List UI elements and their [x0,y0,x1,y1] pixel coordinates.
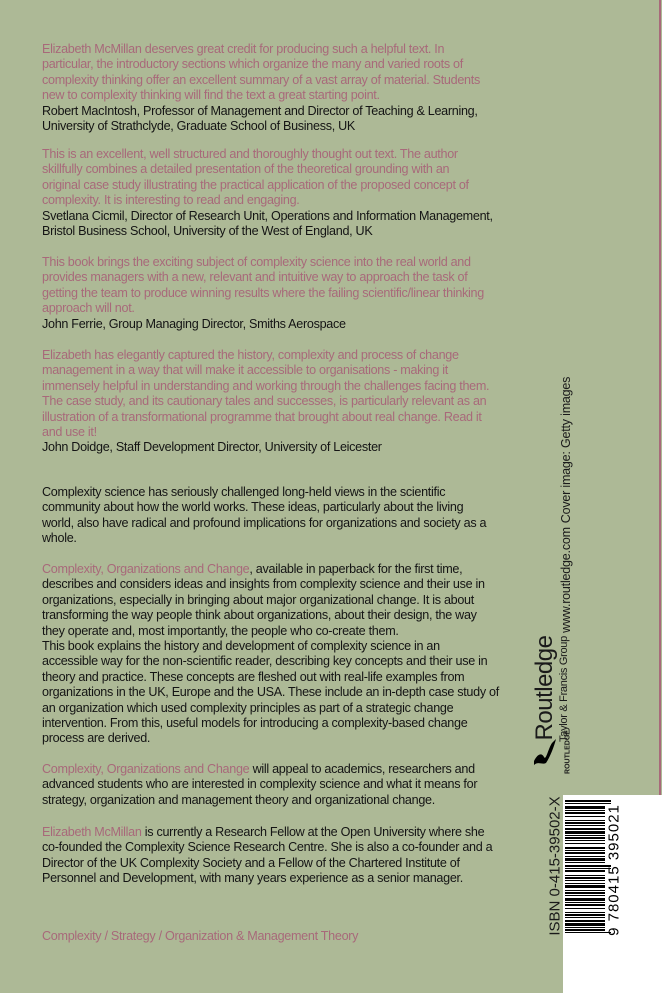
text-line [42,840,542,855]
text-line [42,440,542,455]
review-quote [42,42,542,134]
description-paragraph [42,762,542,808]
subject-categories: Complexity / Strategy / Organization & Management Theory [42,929,359,943]
body-text: , available in paperback for the first time, [249,562,463,576]
text-line [42,270,542,285]
barcode-bar [565,914,605,916]
review-quote [42,348,542,456]
barcode-bar [565,800,611,802]
cover-credit: Cover image: Getty images [559,376,573,524]
highlighted-text: Elizabeth McMillan deserves great credit for producing such a helpful text. In [42,42,445,56]
text-line [42,701,542,716]
text-line [42,793,542,808]
logo-text: ROUTLEDGE [564,730,572,774]
highlighted-text: The case study, and its cautionary tales and successes, is particularly relevant as an [42,394,487,409]
highlighted-text: particular, the introductory sections which organize the many and varied roots of [42,57,463,72]
text-line [42,577,542,592]
text-line [42,119,542,134]
barcode-bar [565,912,605,913]
barcode-bar [565,852,605,854]
barcode-bar [565,875,605,876]
text-line [42,608,542,623]
barcode-bar [565,932,611,933]
barcode-bar [565,828,605,830]
text-line [42,762,542,777]
body-text: John Ferrie, Group Managing Director, Smiths Aerospace [42,316,346,331]
barcode-bar [565,803,611,804]
text-line [42,317,542,332]
body-text: Bristol Business School, University of the West of England, UK [42,223,373,238]
barcode-bar [565,883,605,884]
text-line [42,777,542,792]
barcode-bar [565,862,605,863]
text-line [42,871,542,886]
highlighted-text: immensely helpful in understanding and working through the challenges facing them. [42,378,490,393]
highlighted-text: getting the team to produce winning results where the failing scientific/linear thinking [42,285,484,300]
highlighted-text: approach will not. [42,301,135,316]
barcode [563,795,662,993]
highlighted-text: skillfully combines a detailed presentation of the theoretical grounding with an [42,162,450,177]
text-line [42,394,542,409]
barcode-bar [565,908,605,909]
highlighted-text: illustration of a transformational programme that brought about real change. Read it [42,409,482,424]
barcode-digits: 9 780415 395021 [605,804,623,936]
review-quote [42,147,542,239]
barcode-bar [565,806,605,809]
highlighted-text: and use it! [42,424,97,439]
text-line [42,639,542,654]
body-text: University of Strathclyde, Graduate School of Business, UK [42,118,355,133]
text-line [42,685,542,700]
description-paragraph [42,485,542,547]
body-text: is currently a Research Fellow at the Open University where she [141,825,485,839]
barcode-bar [565,812,605,814]
highlighted-text: new to complexity thinking will find the text a great starting point. [42,88,380,103]
text-line [42,162,542,177]
barcode-bar [565,856,605,857]
barcode-bar [565,816,605,817]
body-text: will appeal to academics, researchers and [249,762,475,776]
body-text: advanced students who are interested in complexity science and what it means for [42,777,478,792]
body-text: intervention. From this, useful models for introducing a complexity-based change [42,715,468,730]
barcode-bar [565,850,605,851]
text-line [42,516,542,531]
highlighted-text: Elizabeth McMillan [42,825,142,839]
barcode-bar [565,892,605,894]
text-line [42,147,542,162]
barcode-bar [565,898,605,901]
text-line [42,224,542,239]
highlighted-text: complexity thinking offer an excellent summary of a vast array of material. Students [42,72,480,87]
text-line [42,104,542,119]
text-line [42,348,542,363]
body-text: community about how the world works. These ideas, particularly about the living [42,500,464,515]
isbn-label: ISBN 0-415-39502-X [546,796,564,936]
description-paragraph [42,825,542,887]
body-text: an organization which used complexity principles as part of a strategic change [42,700,454,715]
body-text: they operate and, most importantly, the people who co-create them. [42,623,399,638]
body-text: Svetlana Cicmil, Director of Research Unit, Operations and Information Management, [42,208,493,223]
body-text: Robert MacIntosh, Professor of Management and Director of Teaching & Learning, [42,103,478,118]
barcode-bar [565,929,605,931]
publisher-group: Taylor & Francis Group [558,636,570,742]
barcode-bar [565,831,605,834]
text-line [42,716,542,731]
body-text: Personnel and Development, with many years experience as a senior manager. [42,871,463,886]
body-text: world, also have radical and profound implications for organizations and society as a [42,515,487,530]
text-line [42,57,542,72]
body-text: This book explains the history and development of complexity science in an [42,638,440,653]
barcode-bar [565,837,605,839]
highlighted-text: complexity. It is interesting to read and engaging. [42,193,300,208]
highlighted-text: Complexity, Organizations and Change [42,762,250,776]
text-line [42,301,542,316]
body-text: whole. [42,531,77,546]
barcode-bar [565,835,605,836]
text-line [42,531,542,546]
barcode-bar [565,904,605,906]
barcode-bar [565,927,605,928]
text-line [42,825,542,840]
text-line [42,500,542,515]
barcode-bar [565,885,605,888]
barcode-bar [565,902,605,903]
publisher-name: Routledge [531,635,558,741]
barcode-bar [565,843,605,844]
barcode-bar [565,840,605,841]
text-line [42,410,542,425]
body-text: Complexity science has seriously challenged long-held views in the scientific [42,485,446,499]
text-line [42,654,542,669]
barcode-bar [565,868,611,869]
text-line [42,42,542,57]
text-line [42,731,542,746]
barcode-bar [565,870,605,872]
text-line [42,485,542,500]
description-paragraph [42,562,542,747]
body-text: John Doidge, Staff Development Director, University of Leicester [42,440,382,455]
text-line [42,670,542,685]
body-text: Director of the UK Complexity Society and a Fellow of the Chartered Institute of [42,855,460,870]
text-line [42,178,542,193]
text-line [42,73,542,88]
body-text: co-founded the Complexity Science Research Centre. She is also a co-founder and a [42,840,493,855]
review-quote [42,255,542,332]
body-text: strategy, organization and management theory and organizational change. [42,792,435,807]
body-text: theory and practice. These concepts are fleshed out with real-life examples from [42,669,465,684]
barcode-bar [565,877,605,879]
body-text: process are derived. [42,731,151,746]
barcode-bar [565,858,605,861]
body-text: accessible way for the non-scientific reader, describing key concepts and their use in [42,654,488,669]
body-text: organizations, especially in bringing about major organizational change. It is about [42,592,474,607]
barcode-bar [565,820,605,821]
barcode-bar [565,917,605,918]
highlighted-text: provides managers with a new, relevant and intuitive way to approach the task of [42,270,468,285]
text-line [42,593,542,608]
highlighted-text: Complexity, Organizations and Change [42,562,250,576]
text-line [42,286,542,301]
highlighted-text: original case study illustrating the practical application of the proposed concept of [42,177,469,192]
body-text: describes and considers ideas and insights from complexity science and their use in [42,577,485,592]
barcode-bar [565,923,605,926]
text-line [42,856,542,871]
body-text: transforming the way people think about organizations, about their design, the way [42,608,477,623]
body-text: organizations in the UK, Europe and the USA. These include an in-depth case study of [42,685,499,700]
highlighted-text: Elizabeth has elegantly captured the history, complexity and process of change [42,348,459,362]
barcode-bar [565,810,605,811]
barcode-bar [565,865,611,867]
barcode-bar [565,825,605,826]
barcode-bar [565,847,605,849]
highlighted-text: management in a way that will make it accessible to organisations - making it [42,363,448,378]
barcode-bars [565,800,611,935]
barcode-bar [565,880,605,881]
text-line [42,624,542,639]
text-line [42,379,542,394]
highlighted-text: This is an excellent, well structured and thoroughly thought out text. The author [42,147,458,161]
text-line [42,363,542,378]
barcode-bar [565,890,605,891]
highlighted-text: This book brings the exciting subject of complexity science into the real world and [42,255,471,269]
barcode-bar [565,895,605,896]
text-line [42,88,542,103]
text-line [42,562,542,577]
text-line [42,255,542,270]
barcode-bar [565,822,605,824]
text-line [42,193,542,208]
barcode-bar [565,920,605,922]
text-line [42,209,542,224]
publisher-website: www.routledge.com [559,527,573,633]
text-line [42,425,542,440]
